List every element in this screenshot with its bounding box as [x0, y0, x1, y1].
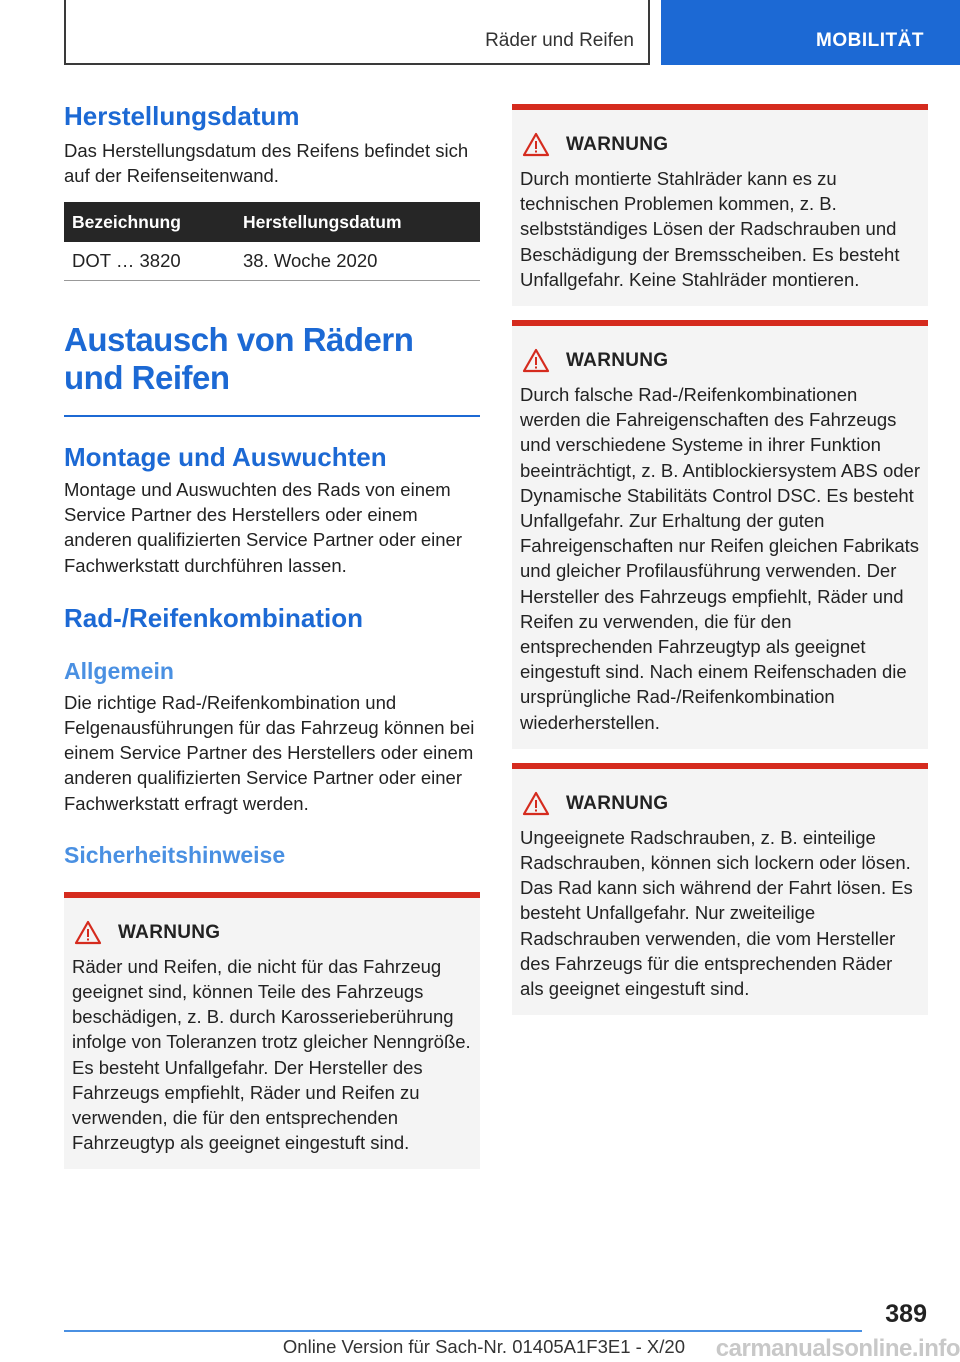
- table-cell: DOT … 3820: [64, 242, 235, 280]
- warning-title: [520, 791, 920, 821]
- warning-box: [64, 892, 480, 1170]
- exchange-heading: Austausch von Rädern und Reifen: [64, 320, 414, 396]
- warning-text: Ungeeignete Radschrauben, z. B. einteilige Radschrauben, können sich lockern oder lösen. Das Rad kann sich während der Fahrt lösen. Es besteht Unfallgefahr. Nur zweiteilige Radschrauben verwenden, die vom Hersteller des Fahrzeugs für die entsprechenden Räder als geeignet eingestuft sind.: [520, 826, 913, 1000]
- warning-title: [72, 920, 472, 950]
- chapter-title: Räder und Reifen: [485, 30, 634, 51]
- header-chapter-box: [64, 0, 650, 65]
- left-column: [64, 100, 480, 1169]
- warning-label: WARNUNG: [118, 921, 221, 943]
- right-column: [512, 104, 928, 1015]
- page-number: 389: [885, 1300, 927, 1328]
- warning-box: [512, 320, 928, 749]
- section-tab-label: MOBILITÄT: [816, 30, 924, 51]
- table-cell: 38. Woche 2020: [235, 242, 480, 280]
- combination-heading: Rad-/Reifenkombination: [64, 602, 364, 633]
- warning-box: [512, 763, 928, 1015]
- footer-rule: [64, 1330, 862, 1332]
- warning-label: WARNUNG: [566, 792, 669, 814]
- manufacture-date-text: Das Herstellungsdatum des Reifens befindet sich auf der Reifenseitenwand.: [64, 140, 469, 187]
- warning-label: WARNUNG: [566, 350, 669, 372]
- warning-text: Durch montierte Stahlräder kann es zu technischen Problemen kommen, z. B. selbstständiges Lösen der Radschrauben und Beschädigung der Bremsscheiben. Es besteht Unfallgefahr. Keine Stahlräder montieren.: [520, 168, 900, 290]
- table-header-row: [64, 202, 480, 242]
- warning-box: [512, 104, 928, 306]
- warning-text: Räder und Reifen, die nicht für das Fahrzeug geeignet sind, können Teile des Fahrzeugs beschädigen, z. B. durch Karosserieberührung infolge von Toleranzen trotz gleicher Nenngröße. Es besteht Unfallgefahr. Der Hersteller des Fahrzeugs empfiehlt, Räder und Reifen zu verwenden, die für den entsprechenden Fahrzeugtyp als geeignet eingestuft sind.: [72, 955, 471, 1154]
- warning-triangle-icon: [522, 132, 550, 157]
- mounting-heading: Montage und Auswuchten: [64, 441, 387, 472]
- warning-text: Durch falsche Rad-/Reifenkombinationen werden die Fahreigenschaften des Fahrzeugs und verschiedene Systeme in ihrer Funktion beeinträchtigt, z. B. Antiblockiersystem ABS oder Dynamische Stabilitäts Control DSC. Es besteht Unfallgefahr. Zur Erhaltung der guten Fahreigenschaften nur Reifen gleichen Fabrikats und gleicher Profilausführung verwenden. Der Hersteller des Fahrzeugs empfiehlt, Räder und Reifen zu verwenden, die für den entsprechenden Fahrzeugtyp als geeignet eingestuft sind. Nach einem Reifenschaden die ursprüngliche Rad-/Reifenkombination wiederherstellen.: [520, 384, 920, 733]
- dot-table: [64, 202, 480, 281]
- general-heading: Allgemein: [64, 657, 174, 684]
- heading-rule: [64, 415, 480, 417]
- table-row: [64, 242, 480, 280]
- section-tab[interactable]: [661, 0, 960, 65]
- watermark: carmanualsonline.info: [715, 1335, 960, 1362]
- warning-triangle-icon: [522, 348, 550, 373]
- footer-version-text: Online Version für Sach-Nr. 01405A1F3E1 - X/20: [282, 1336, 685, 1357]
- table-header-cell: Herstellungsdatum: [235, 202, 480, 242]
- warning-triangle-icon: [522, 791, 550, 816]
- warning-triangle-icon: [74, 920, 102, 945]
- general-text: Die richtige Rad-/Reifenkombination und Felgenausführungen für das Fahrzeug können bei einem Service Partner des Herstellers oder einem anderen qualifizierten Service Partner oder einer Fachwerkstatt erfragt werden.: [64, 691, 475, 814]
- safety-heading: Sicherheitshinweise: [64, 841, 286, 868]
- warning-title: [520, 348, 920, 378]
- mounting-text: Montage und Auswuchten des Rads von einem Service Partner des Herstellers oder einem anderen qualifizierten Service Partner oder einer Fachwerkstatt durchführen lassen.: [64, 478, 462, 576]
- manufacture-date-heading: Herstellungsdatum: [64, 101, 300, 131]
- warning-title: [520, 132, 920, 162]
- table-header-cell: Bezeichnung: [64, 202, 235, 242]
- warning-label: WARNUNG: [566, 134, 669, 155]
